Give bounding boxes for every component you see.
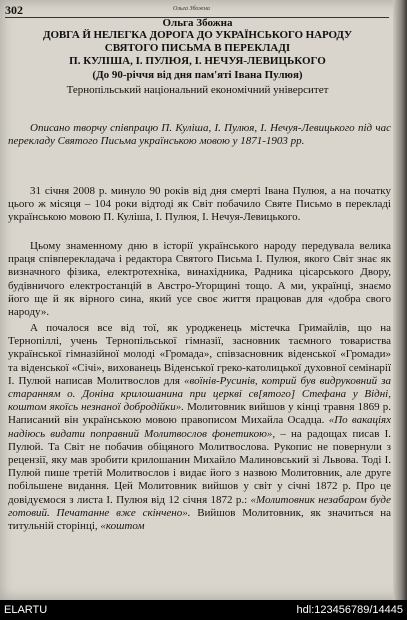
paragraph-3-text-b: Молитовник вийшов у кінці травня 1869 р. Написаний він українською мовою правописом Михайла Осадца. <box>8 401 391 427</box>
article-title-line-3: П. КУЛІША, І. ПУЛЮЯ, І. НЕЧУЯ-ЛЕВИЦЬКОГО <box>69 55 326 67</box>
article-author: Ольга Збожна <box>162 17 233 29</box>
paragraph-3-quote-c: «Молитовник незабаром буде готовий. Печатанне вже скінчено». <box>8 493 391 519</box>
article-title-line-1: ДОВГА Й НЕЛЕГКА ДОРОГА ДО УКРАЇНСЬКОГО НАРОДУ <box>42 29 352 41</box>
paragraph-1: 31 січня 2008 р. минуло 90 років від дня смерті Івана Пулюя, а на початку цього ж місяця – 104 роки відтоді як Світ побачило Святе Письмо в перекладі українською мовою П. Куліша, І. Пулюя, І. Нечуя-Левицького. <box>8 185 391 224</box>
paragraph-3-quote-a: «воїнів-Русинів, котрий був видруковний за старанням о. Доніна крилошанина при церкві св[ятого] Стефана у Відні, коштом якоїсь незнаної добродійки». <box>8 374 392 414</box>
paragraph-3-text-c: – на радощах писав І. Пулюй. Та Світ не побачив обіцяного Молитвослова. Рукопис не повернули з рецензії, яку мав зробити крилошанин Михайло Малиновський зі Львова. Тоді І. Пулюй пише третій Молитвослов і видає його з назвою Молитовник, але друге побільшене видання. Цей Молитовник вийшов у світ у січні 1872 р. Про це довідуємося з листа І. Пулюя від 12 січня 1872 р.: <box>8 427 391 506</box>
article-title-line-2: СВЯТОГО ПИСЬМА В ПЕРЕКЛАДІ <box>104 42 291 54</box>
paragraph-3-text-a: А почалося все від тої, як уродженець містечка Гримайлів, що на Тернопіллі, учень Тернопільської гімназії, засновник таємного товариства української гімназійної молоді «Громада», співзасновник віденської «Громади» та віденської «Січі», вихованець Віденської греко-католицької духовної семінарії І. Пулюй написав Молитвослов для <box>8 322 391 387</box>
running-head: Ольга Збожна <box>173 6 210 12</box>
running-header <box>5 3 389 17</box>
handle-identifier: hdl:123456789/14445 <box>296 604 403 616</box>
page-edge <box>393 0 407 600</box>
article-subtitle: (До 90-річчя від дня пам'яті Івана Пулюя) <box>92 69 303 81</box>
paragraph-3-text-d: Вийшов Молитовник, як значиться на титульній сторінці, <box>8 506 391 533</box>
paragraph-3 <box>8 322 391 533</box>
page-number: 302 <box>5 3 23 17</box>
repository-name: ELARTU <box>4 604 48 616</box>
viewer-footer <box>0 600 407 620</box>
paragraph-2: Цьому знаменному дню в історії українського народу передувала велика праця співперекладача і редактора Святого Письма І. Пулюя, якого Світ знає як визначного фізика, електротехніка, винахідника, Радника цісарського Двору, будівничого електростанцій в Австро-Угорщині тощо. А ми, українці, знаємо його ще й як вірного сина, який усе своє життя працював для «добра свого народу». <box>8 240 391 319</box>
article-abstract: Описано творчу співпрацю П. Куліша, І. Пулюя, І. Нечуя-Левицького під час перекладу Святого Письма українською мовою у 1871-1903 рр. <box>8 122 391 148</box>
article-affiliation: Тернопільський національний економічний університет <box>66 84 329 96</box>
paragraph-3-quote-b: «По вакаціях надіюсь видати поправний Молитвослов фонетикою», <box>8 414 392 440</box>
paragraph-3-quote-d: «коштом <box>100 520 145 533</box>
